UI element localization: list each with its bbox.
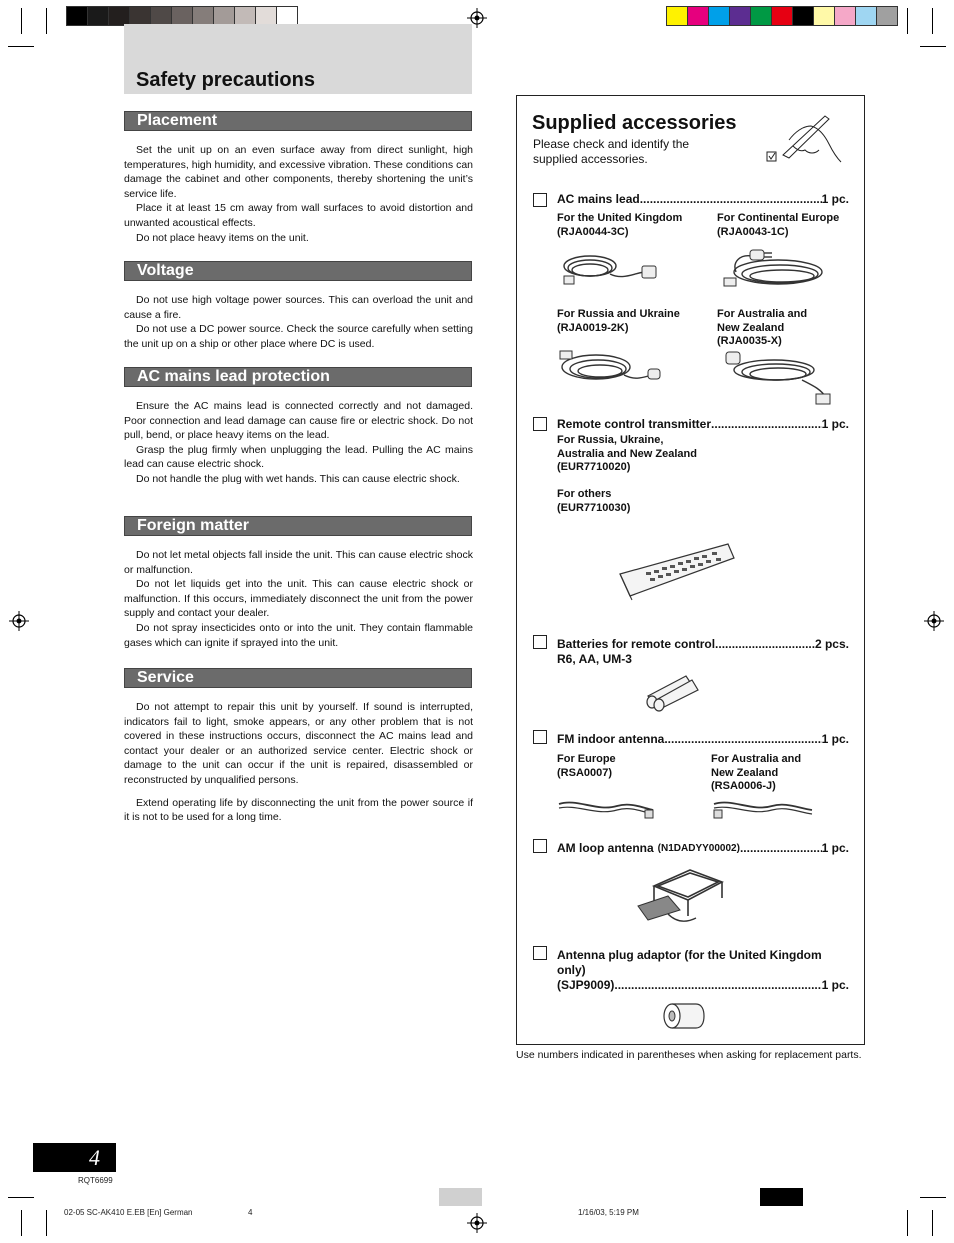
print-timestamp: 1/16/03, 5:19 PM <box>578 1208 639 1217</box>
accessory-qty: 1 pc. <box>821 978 849 992</box>
variant-remote-others <box>557 488 707 515</box>
color-swatch <box>709 6 730 26</box>
color-swatch <box>877 6 898 26</box>
leader-dots <box>664 732 821 747</box>
variant-continental-europe <box>717 212 857 239</box>
color-swatch <box>856 6 877 26</box>
color-swatch <box>835 6 856 26</box>
color-swatch <box>214 6 235 26</box>
accessory-am-loop-antenna <box>557 841 849 856</box>
paragraph: Place it at least 15 cm away from wall surfaces to avoid distortion and unwanted acoustical effects. <box>124 202 473 229</box>
section-heading-service: Service <box>124 668 472 688</box>
variant-code: (EUR7710030) <box>557 501 631 514</box>
color-swatch <box>666 6 688 26</box>
variant-code: (RJA0035-X) <box>717 335 782 347</box>
section-heading-foreign-matter: Foreign matter <box>124 516 472 536</box>
variant-code: (EUR7710020) <box>557 461 631 473</box>
color-swatch <box>772 6 793 26</box>
section-body-ac-mains-lead-protection <box>124 399 473 487</box>
color-swatch <box>688 6 709 26</box>
accessory-batteries <box>557 637 849 667</box>
accessory-name: FM indoor antenna <box>557 732 665 746</box>
paragraph: Do not let liquids get into the unit. This can cause electric shock or malfunction. If this occurs, immediately disconnect the unit from the power supply and contact your dealer. <box>124 578 473 620</box>
fm-antenna-europe-image <box>557 796 655 820</box>
variant-fm-australia-nz <box>711 753 821 794</box>
variant-label: For the United Kingdom <box>557 212 683 224</box>
checkbox-antenna-plug-adaptor[interactable] <box>533 946 547 960</box>
variant-uk <box>557 212 707 239</box>
leader-dots <box>640 192 822 207</box>
paragraph: Ensure the AC mains lead is connected correctly and not damaged. Poor connection and lead damage can cause fire or electric shock. Do not pull, bend, or place heavy items on the lead. <box>124 400 473 442</box>
leader-dots <box>740 841 822 856</box>
variant-australia-nz <box>717 308 827 349</box>
variant-label: For Australia and New Zealand <box>717 308 808 334</box>
uk-power-cord-image <box>560 244 660 294</box>
variant-remote-russia-australia <box>557 434 707 475</box>
russia-power-cord-image <box>558 345 666 395</box>
paragraph: Grasp the plug firmly when unplugging the lead. Pulling the AC mains lead can cause electric shock. <box>124 443 473 471</box>
accessories-title: Supplied accessories <box>532 112 737 134</box>
page-title: Safety precautions <box>136 69 315 91</box>
section-body-placement <box>124 143 473 245</box>
paragraph: Set the unit up on an even surface away from direct sunlight, high temperatures, high humidity, and excessive vibration. These conditions can damage the cabinet and other components, thereby shortening the unit’s service life. <box>124 144 473 200</box>
grayscale-calibration-bar <box>66 6 298 26</box>
registration-mark-icon <box>924 611 944 631</box>
batteries-image <box>642 668 704 712</box>
accessory-code: (SJP9009) <box>557 978 615 992</box>
europe-power-cord-image <box>722 244 828 294</box>
color-swatch <box>793 6 814 26</box>
section-body-service <box>124 700 473 825</box>
variant-label: For Australia and New Zealand <box>711 753 802 779</box>
remote-control-image <box>616 540 738 602</box>
antenna-plug-adaptor-image <box>662 1000 706 1032</box>
paragraph: Do not handle the plug with wet hands. This can cause electric shock. <box>136 472 460 485</box>
gray-marker <box>439 1188 482 1206</box>
paragraph: Do not let metal objects fall inside the unit. This can cause electric shock or malfunction. <box>124 549 473 576</box>
section-body-voltage <box>124 293 473 351</box>
paragraph: Do not spray insecticides onto or into the unit. They contain flammable gases which can ignite if sprayed into the unit. <box>124 621 473 649</box>
color-swatch <box>88 6 109 26</box>
variant-label: For others <box>557 488 612 500</box>
section-heading-placement: Placement <box>124 111 472 131</box>
registration-mark-icon <box>467 1213 487 1233</box>
color-swatch <box>193 6 214 26</box>
accessory-remote-control <box>557 417 849 432</box>
color-swatch <box>66 6 88 26</box>
section-body-foreign-matter <box>124 548 473 650</box>
australia-power-cord-image <box>722 350 832 406</box>
variant-code: (RJA0019-2K) <box>557 321 629 334</box>
accessory-name: AC mains lead <box>557 192 640 206</box>
paragraph: Do not place heavy items on the unit. <box>136 231 309 244</box>
file-page: 4 <box>248 1208 253 1217</box>
battery-type: R6, AA, UM-3 <box>557 652 632 666</box>
color-swatch <box>814 6 835 26</box>
checkbox-fm-antenna[interactable] <box>533 730 547 744</box>
paragraph: Extend operating life by disconnecting the unit from the power source if it is not to be used for a long time. <box>124 796 473 824</box>
leader-dots <box>614 978 821 993</box>
section-heading-ac-mains-lead-protection: AC mains lead protection <box>124 367 472 387</box>
accessory-qty: 1 pc. <box>821 841 849 855</box>
checkbox-remote-control[interactable] <box>533 417 547 431</box>
black-marker <box>760 1188 803 1206</box>
fm-antenna-australia-image <box>712 796 814 820</box>
variant-label: For Europe <box>557 753 616 765</box>
color-swatch <box>130 6 151 26</box>
registration-mark-icon <box>9 611 29 631</box>
paragraph: Do not use high voltage power sources. This can overload the unit and cause a fire. <box>124 294 473 321</box>
variant-russia-ukraine <box>557 308 707 335</box>
leader-dots <box>711 417 822 432</box>
accessory-ac-mains-lead <box>557 192 849 207</box>
color-calibration-bar <box>666 6 898 26</box>
color-swatch <box>751 6 772 26</box>
accessory-qty: 2 pcs. <box>814 637 849 651</box>
accessory-code: (N1DADYY00002) <box>657 843 740 854</box>
section-heading-voltage: Voltage <box>124 261 472 281</box>
accessory-antenna-plug-adaptor <box>557 948 849 993</box>
paragraph: Do not attempt to repair this unit by yourself. If sound is interrupted, indicators fail to light, smoke appears, or any other problem that is not covered in these instructions occurs, disconnect the AC mains lead and contact your dealer or an authorized service center. Electric shock or damage to the unit can occur if the unit is repaired, disassembled or reconstructed by unqualified persons. <box>124 701 473 786</box>
accessory-qty: 1 pc. <box>821 732 849 746</box>
variant-code: (RJA0044-3C) <box>557 225 629 238</box>
title-band <box>124 24 472 94</box>
variant-label: For Continental Europe <box>717 212 840 224</box>
color-swatch <box>235 6 256 26</box>
am-loop-antenna-image <box>632 866 728 930</box>
accessory-name: AM loop antenna <box>557 841 654 855</box>
leader-dots <box>715 637 815 652</box>
color-swatch <box>277 6 298 26</box>
checkbox-am-loop-antenna[interactable] <box>533 839 547 853</box>
page-number: 4 <box>33 1143 116 1172</box>
color-swatch <box>256 6 277 26</box>
variant-label: For Russia, Ukraine, Australia and New Zealand <box>557 434 697 460</box>
color-swatch <box>109 6 130 26</box>
document-code: RQT6699 <box>78 1176 113 1185</box>
checkbox-batteries[interactable] <box>533 635 547 649</box>
accessory-name: Batteries for remote control <box>557 637 716 651</box>
variant-fm-europe <box>557 753 677 780</box>
accessory-fm-antenna <box>557 732 849 747</box>
accessory-qty: 1 pc. <box>821 192 849 206</box>
color-swatch <box>172 6 193 26</box>
file-info: 02-05 SC-AK410 E.EB [En] German <box>64 1208 193 1217</box>
color-swatch <box>730 6 751 26</box>
variant-code: (RSA0007) <box>557 766 613 779</box>
accessories-subtitle: Please check and identify the supplied accessories. <box>533 137 690 166</box>
accessory-name: Antenna plug adaptor (for the United Kingdom only) <box>557 948 822 977</box>
replacement-parts-note: Use numbers indicated in parentheses when asking for replacement parts. <box>516 1049 862 1061</box>
color-swatch <box>151 6 172 26</box>
checkbox-ac-mains-lead[interactable] <box>533 193 547 207</box>
paragraph: Do not use a DC power source. Check the source carefully when setting the unit up on a ship or other place where DC is used. <box>124 323 473 350</box>
variant-code: (RSA0006-J) <box>711 780 776 792</box>
variant-label: For Russia and Ukraine <box>557 308 680 320</box>
hand-checking-icon <box>763 110 843 170</box>
accessory-name: Remote control transmitter <box>557 417 712 431</box>
variant-code: (RJA0043-1C) <box>717 225 789 238</box>
accessory-qty: 1 pc. <box>821 417 849 431</box>
